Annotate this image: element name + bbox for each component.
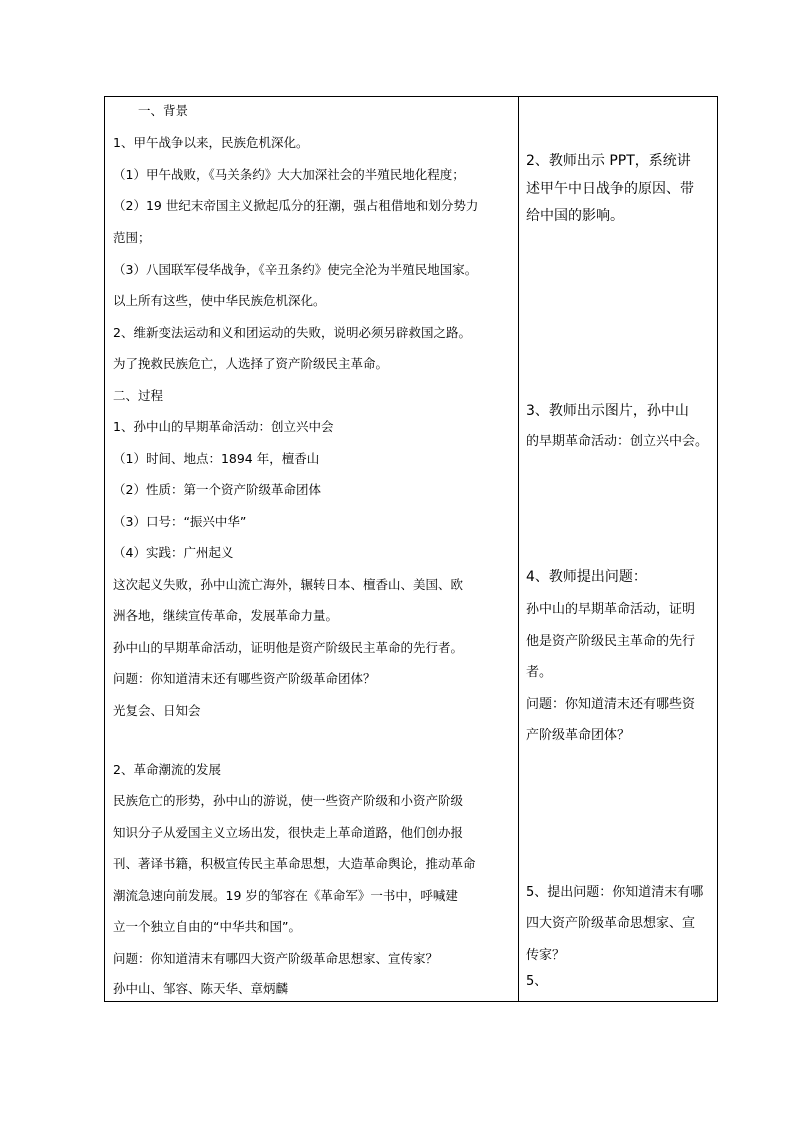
question-thinkers: 问题：你知道清末有哪四大资产阶级革命思想家、宣传家？: [113, 951, 439, 966]
teacher-step-4-line2: 他是资产阶级民主革命的先行: [526, 634, 696, 649]
process-1-2: （2）性质：第一个资产阶级革命团体: [113, 482, 321, 497]
lesson-table: [104, 96, 718, 1002]
teacher-step-2-cont: 述甲午中日战争的原因、带: [526, 181, 694, 197]
teacher-step-4-question: 问题：你知道清末还有哪些资: [526, 697, 696, 712]
question-groups: 问题：你知道清末还有哪些资产阶级革命团体？: [113, 671, 376, 686]
point-2-cont: 为了挽救民族危亡，人选择了资产阶级民主革命。: [113, 356, 389, 371]
point-1-1: （1）甲午战败，《马关条约》大大加深社会的半殖民地化程度；: [113, 167, 465, 182]
answer-groups: 光复会、日知会: [113, 703, 201, 718]
paragraph-trend-3: 刊、著译书籍，积极宣传民主革命思想，大造革命舆论，推动革命: [113, 856, 476, 871]
teacher-step-5-cont: 四大资产阶级革命思想家、宣: [526, 916, 696, 931]
paragraph-exile-cont: 洲各地，继续宣传革命，发展革命力量。: [113, 608, 339, 623]
answer-thinkers: 孙中山、邹容、陈天华、章炳麟: [113, 981, 289, 996]
teacher-step-2-end: 给中国的影响。: [526, 208, 624, 224]
point-1-3: （3）八国联军侵华战争，《辛丑条约》使完全沦为半殖民地国家。: [113, 262, 478, 277]
process-1-3: （3）口号：“振兴中华”: [113, 514, 247, 529]
point-1-2-cont: 范围；: [113, 230, 151, 245]
paragraph-trend-2: 知识分子从爱国主义立场出发，很快走上革命道路，他们创办报: [113, 825, 464, 840]
paragraph-pioneer: 孙中山的早期革命活动，证明他是资产阶级民主革命的先行者。: [113, 640, 464, 655]
paragraph-trend-4: 潮流急速向前发展。19 岁的邹容在《革命军》一书中，呼喊建: [113, 888, 458, 903]
teacher-step-4: 4、教师提出问题：: [526, 569, 647, 585]
point-1-2: （2）19 世纪末帝国主义掀起瓜分的狂潮，强占租借地和划分势力: [113, 198, 479, 213]
process-1: 1、孙中山的早期革命活动：创立兴中会: [113, 419, 334, 434]
teacher-step-4-line1: 孙中山的早期革命活动，证明: [526, 602, 696, 617]
teacher-step-4-question-cont: 产阶级革命团体？: [526, 728, 631, 743]
heading-background: 一、背景: [138, 103, 189, 118]
teacher-step-2: 2、教师出示 PPT，系统讲: [526, 153, 691, 169]
paragraph-trend-5: 立一个独立自由的“中华共和国”。: [113, 919, 301, 934]
heading-process: 二、过程: [113, 388, 164, 403]
teacher-step-5-end: 传家？: [526, 948, 566, 963]
point-2: 2、维新变法运动和义和团运动的失败，说明必须另辟救国之路。: [113, 325, 471, 340]
point-1: 1、甲午战争以来，民族危机深化。: [113, 135, 309, 150]
process-1-4: （4）实践：广州起义: [113, 545, 234, 560]
teacher-step-3: 3、教师出示图片，孙中山: [526, 403, 689, 419]
point-1-summary: 以上所有这些，使中华民族危机深化。: [113, 293, 326, 308]
paragraph-exile: 这次起义失败，孙中山流亡海外，辗转日本、檀香山、美国、欧: [113, 577, 464, 592]
process-2: 2、革命潮流的发展: [113, 762, 221, 777]
paragraph-trend: 民族危亡的形势，孙中山的游说，使一些资产阶级和小资产阶级: [113, 793, 464, 808]
teacher-step-5: 5、提出问题：你知道清末有哪: [526, 885, 704, 900]
teacher-step-5b: 5、: [526, 974, 548, 989]
teacher-step-3-cont: 的早期革命活动：创立兴中会。: [526, 434, 709, 449]
teacher-step-4-line3: 者。: [526, 665, 553, 680]
column-divider: [518, 97, 519, 1001]
process-1-1: （1）时间、地点：1894 年，檀香山: [113, 451, 320, 466]
